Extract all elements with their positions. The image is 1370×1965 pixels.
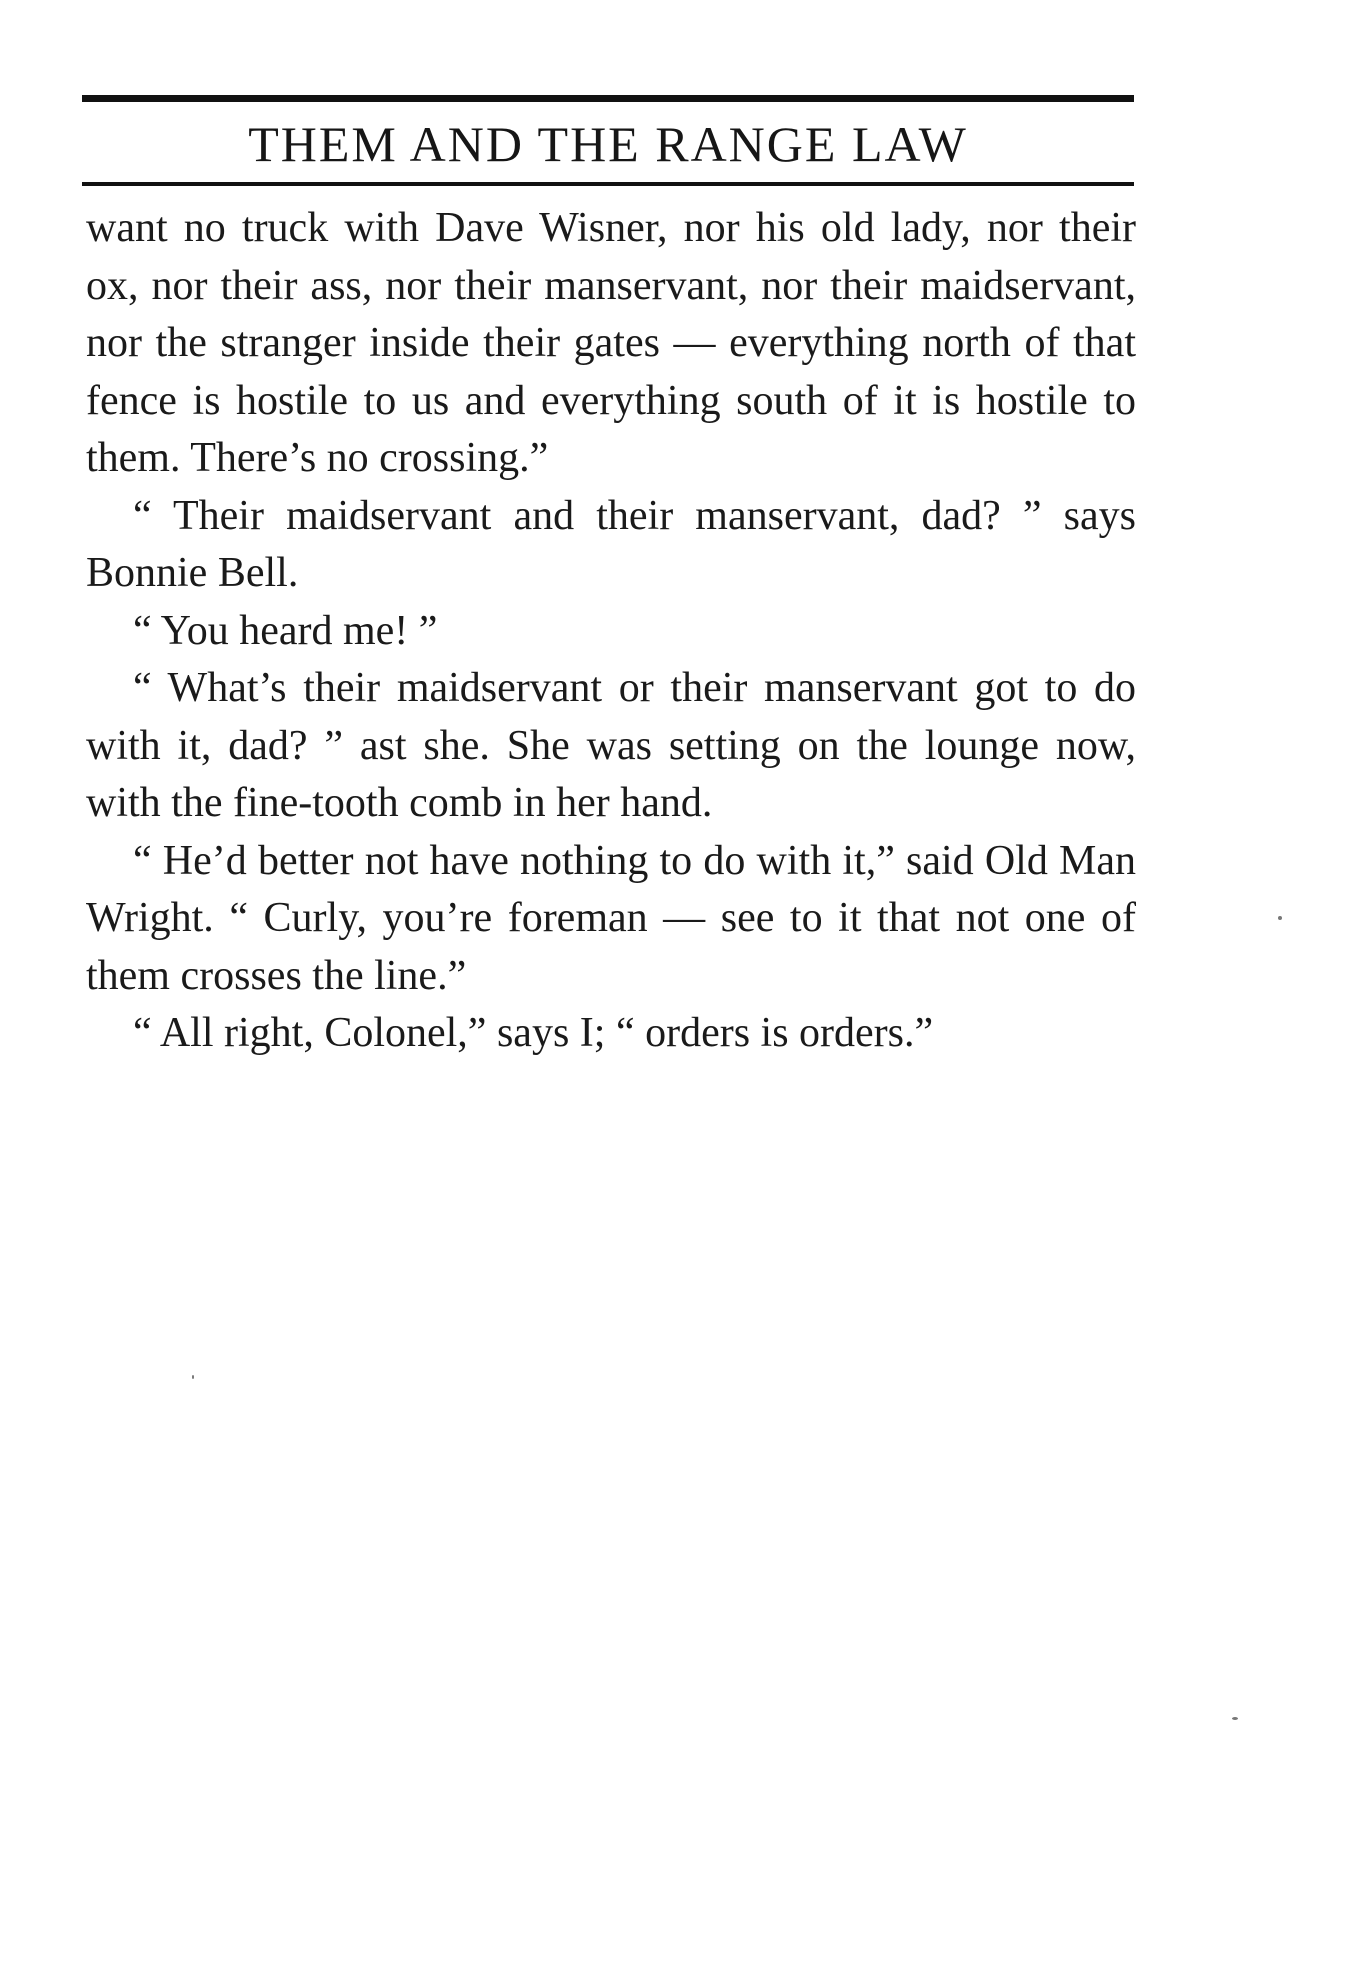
paragraph: want no truck with Dave Wisner, nor his old lady, nor their ox, nor their ass, nor their manservant, nor their maidservant, nor the stranger inside their gates — everything north of that fence is hostile to us and everything south of it is hostile to them. There’s no crossing.”: [86, 205, 1136, 481]
paragraph: “ Their maidservant and their manservant, dad? ” says Bonnie Bell.: [86, 492, 1136, 596]
running-head: THEM AND THE RANGE LAW: [248, 116, 968, 172]
paragraph: “ What’s their maidservant or their manservant got to do with it, dad? ” ast she. She was setting on the lounge now, with the fine-tooth comb in her hand.: [86, 665, 1136, 826]
header-top-rule: [82, 95, 1134, 102]
header-bottom-rule: [82, 182, 1134, 186]
paragraph: “ He’d better not have nothing to do with it,” said Old Man Wright. “ Curly, you’re foreman — see to it that not one of them crosses the line.”: [86, 837, 1136, 999]
paragraph: “ All right, Colonel,” says I; “ orders is orders.”: [133, 1010, 934, 1056]
paragraph: “ You heard me! ”: [133, 607, 438, 654]
scan-speck: [192, 1375, 194, 1379]
body-text: [86, 200, 1136, 1063]
scan-speck: [1232, 1717, 1238, 1720]
scan-speck: [1278, 916, 1282, 920]
